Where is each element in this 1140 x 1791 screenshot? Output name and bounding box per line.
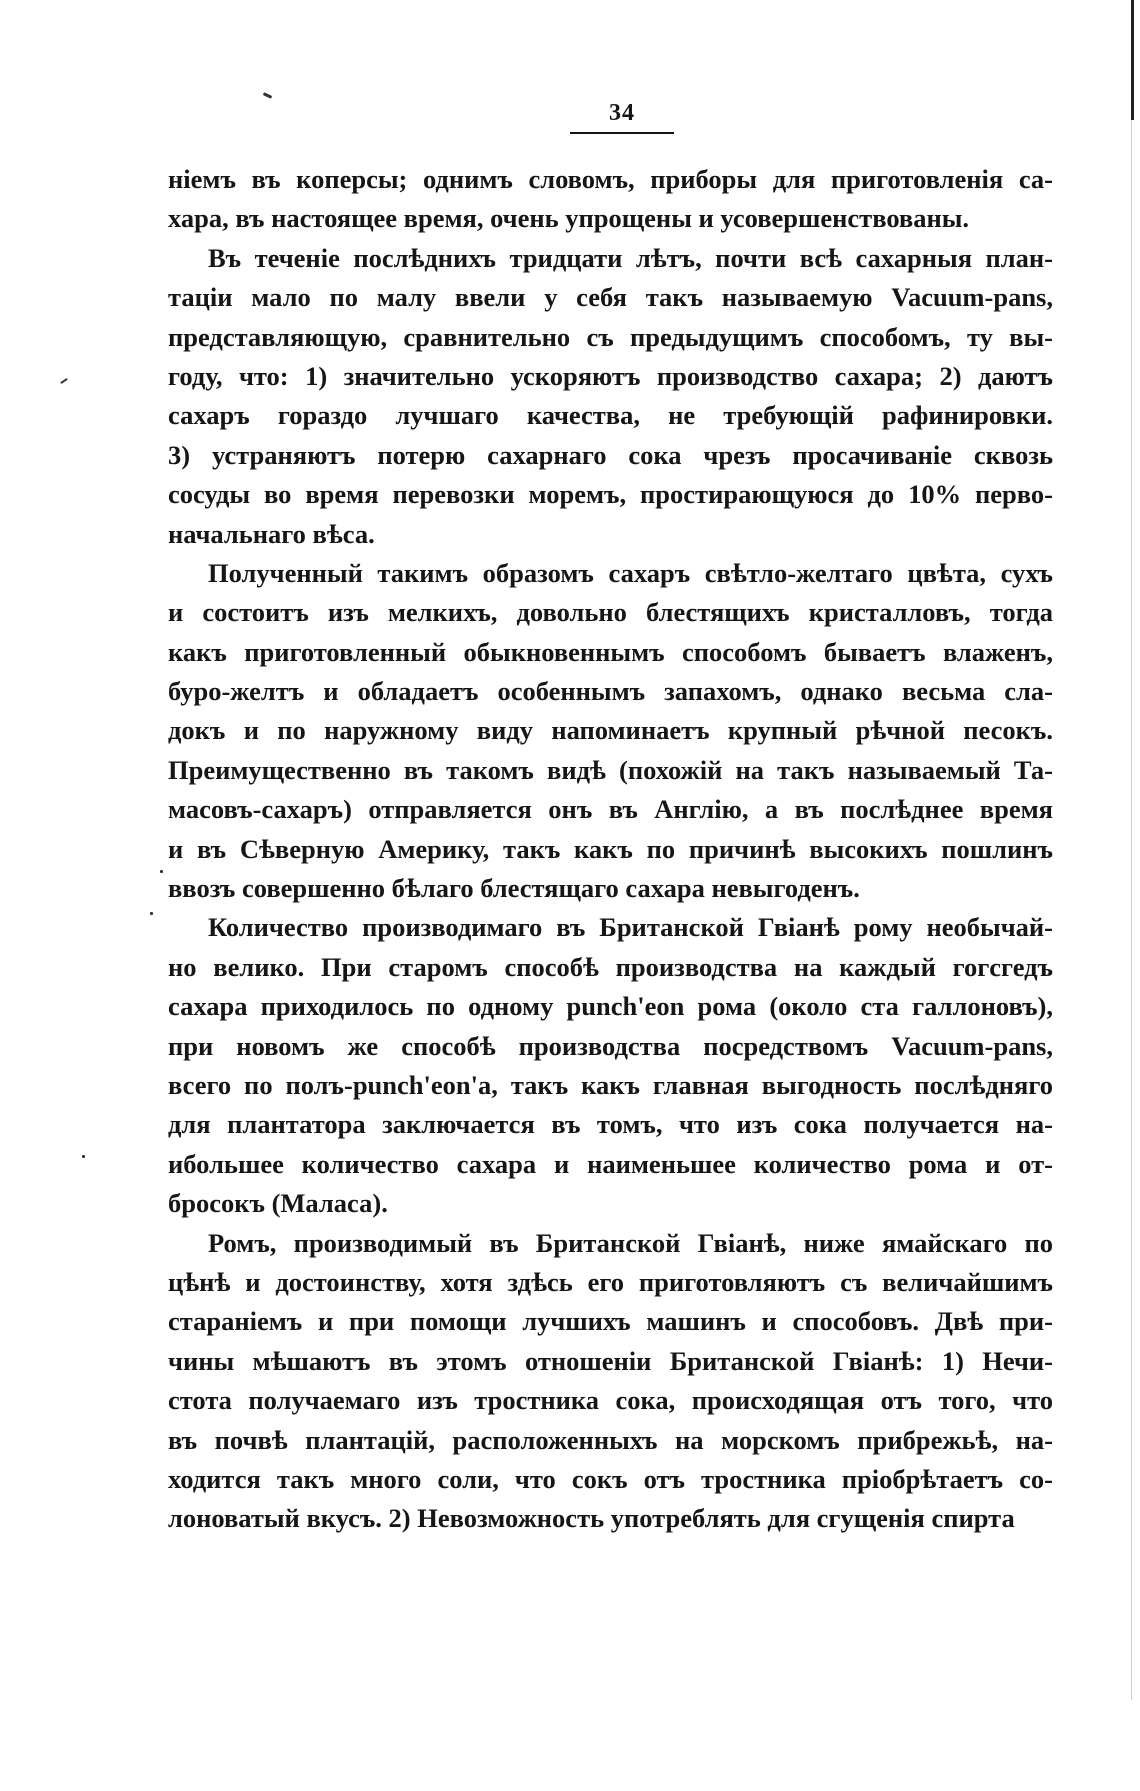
text-line: Полученный такимъ образомъ сахаръ свѣтло-желтаго цвѣта, сухъ bbox=[208, 557, 1053, 588]
paragraph bbox=[168, 554, 1053, 909]
text-line: лоноватый вкусъ. 2) Невозможность употреблять для сгущенія спирта bbox=[168, 1503, 1015, 1534]
scan-speck bbox=[263, 92, 272, 99]
text-line: сахаръ гораздо лучшаго качества, не требующій рафинировки. bbox=[168, 400, 1053, 431]
scan-speck bbox=[82, 1155, 85, 1158]
text-line: стараніемъ и при помощи лучшихъ машинъ и способовъ. Двѣ при- bbox=[168, 1306, 1053, 1337]
text-line: для плантатора заключается въ томъ, что изъ сока получается на- bbox=[168, 1109, 1053, 1140]
text-line: бросокъ (Маласа). bbox=[168, 1188, 388, 1219]
text-line: докъ и по наружному виду напоминаетъ крупный рѣчной песокъ. bbox=[168, 715, 1053, 746]
text-line: чины мѣшаютъ въ этомъ отношеніи Британской Гвіанѣ: 1) Нечи- bbox=[168, 1345, 1053, 1376]
paragraph bbox=[168, 239, 1053, 554]
text-line: ходится такъ много соли, что сокъ отъ тростника пріобрѣтаетъ со- bbox=[168, 1463, 1053, 1494]
text-line: сосуды во время перевозки моремъ, простирающуюся до 10% перво- bbox=[168, 479, 1053, 510]
paragraph bbox=[168, 160, 1053, 239]
text-line: при новомъ же способѣ производства посредствомъ Vacuum-pans, bbox=[168, 1030, 1053, 1061]
text-line: начальнаго вѣса. bbox=[168, 518, 375, 549]
text-line: Преимущественно въ такомъ видѣ (похожій на такъ называемый Та- bbox=[168, 754, 1053, 785]
text-line: Количество производимаго въ Британской Гвіанѣ рому необычай- bbox=[208, 912, 1053, 943]
page-number: 34 bbox=[609, 100, 635, 126]
text-line: ніемъ въ коперсы; однимъ словомъ, приборы для приготовленія са- bbox=[168, 164, 1053, 194]
text-line: и въ Сѣверную Америку, такъ какъ по причинѣ высокихъ пошлинъ bbox=[168, 833, 1053, 864]
page-edge-shadow bbox=[1131, 0, 1134, 120]
scan-speck bbox=[60, 378, 68, 384]
header-rule bbox=[570, 132, 674, 134]
text-line: буро-желтъ и обладаетъ особеннымъ запахомъ, однако весьма сла- bbox=[168, 676, 1053, 707]
text-line: ввозъ совершенно бѣлаго блестящаго сахара невыгоденъ. bbox=[168, 873, 860, 904]
text-line: хара, въ настоящее время, очень упрощены и усовершенствованы. bbox=[168, 203, 970, 234]
paragraph bbox=[168, 1224, 1053, 1539]
text-line: цѣнѣ и достоинству, хотя здѣсь его приготовляютъ съ величайшимъ bbox=[168, 1266, 1053, 1297]
text-line: Ромъ, производимый въ Британской Гвіанѣ, ниже ямайскаго по bbox=[208, 1227, 1053, 1258]
text-line: году, что: 1) значительно ускоряютъ производство сахара; 2) даютъ bbox=[168, 360, 1053, 391]
scan-speck bbox=[160, 870, 163, 873]
text-line: ибольшее количество сахара и наименьшее количество рома и от- bbox=[168, 1148, 1053, 1179]
text-line: но велико. При старомъ способѣ производства на каждый гогсгедъ bbox=[168, 951, 1053, 982]
body-text bbox=[168, 160, 1053, 1539]
text-line: масовъ-сахаръ) отправляется онъ въ Англію, а въ послѣднее время bbox=[168, 794, 1053, 825]
text-line: и состоитъ изъ мелкихъ, довольно блестящихъ кристалловъ, тогда bbox=[168, 597, 1053, 628]
text-line: въ почвѣ плантацій, расположенныхъ на морскомъ прибрежьѣ, на- bbox=[168, 1424, 1053, 1455]
scan-speck bbox=[150, 912, 153, 915]
text-line: сахара приходилось по одному punch'eon рома (около ста галлоновъ), bbox=[168, 991, 1053, 1022]
text-line: таціи мало по малу ввели у себя такъ называемую Vacuum-pans, bbox=[168, 282, 1053, 313]
text-line: всего по полъ-punch'eon'а, такъ какъ главная выгодность послѣдняго bbox=[168, 1069, 1053, 1100]
text-line: Въ теченіе послѣднихъ тридцати лѣтъ, почти всѣ сахарныя план- bbox=[208, 242, 1053, 273]
text-line: представляющую, сравнительно съ предыдущимъ способомъ, ту вы- bbox=[168, 321, 1053, 352]
page-header bbox=[570, 98, 674, 134]
page-edge-line bbox=[1131, 120, 1132, 1700]
text-line: какъ приготовленный обыкновеннымъ способомъ бываетъ влаженъ, bbox=[168, 636, 1053, 667]
text-line: стота получаемаго изъ тростника сока, происходящая отъ того, что bbox=[168, 1385, 1053, 1416]
text-line: 3) устраняютъ потерю сахарнаго сока чрезъ просачиваніе сквозь bbox=[168, 439, 1053, 470]
paragraph bbox=[168, 908, 1053, 1223]
